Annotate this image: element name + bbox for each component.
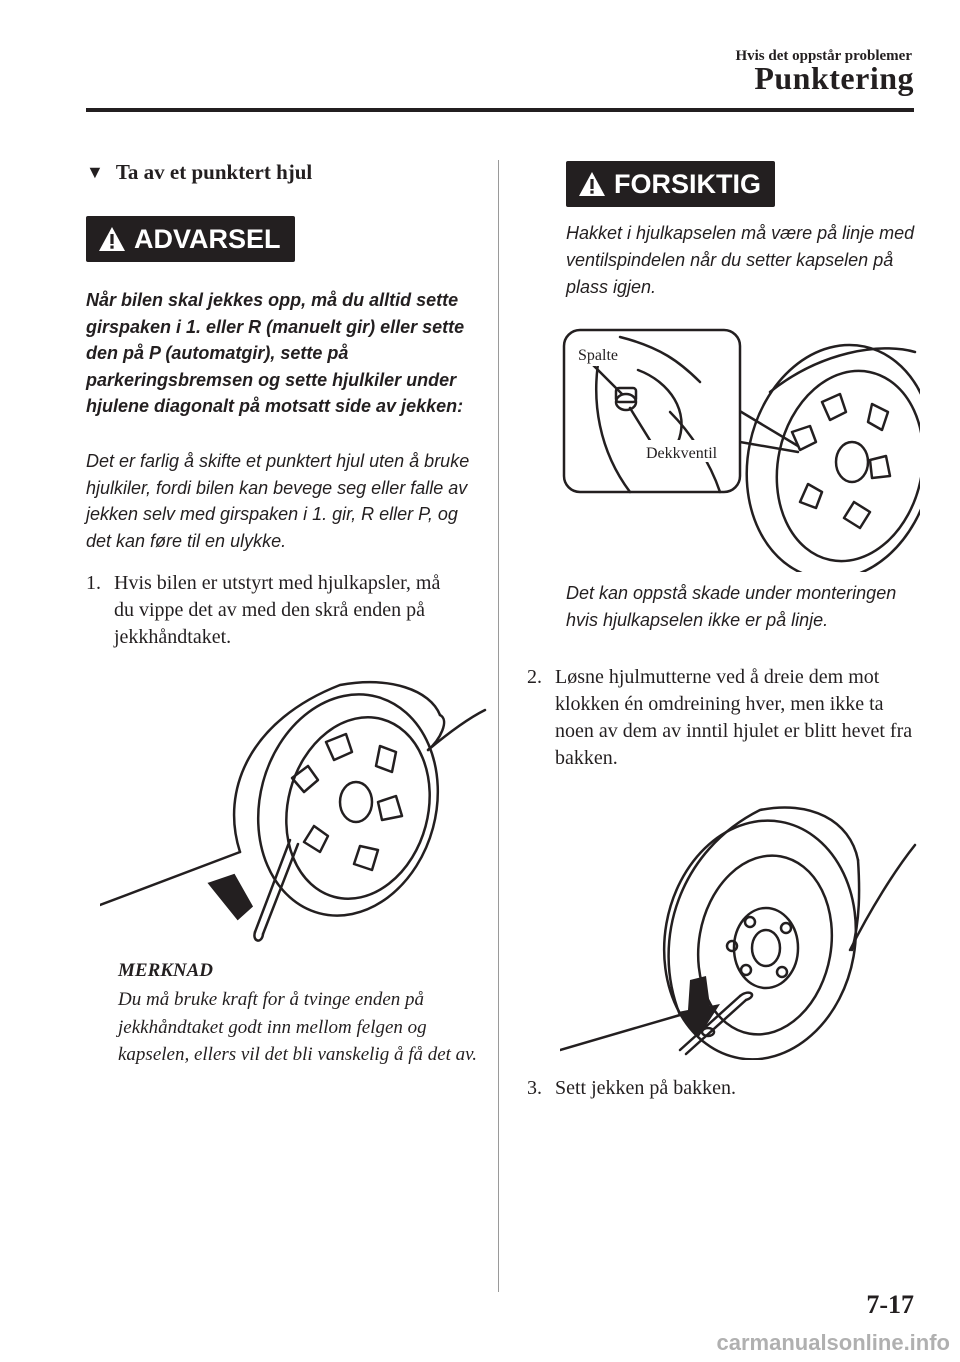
- column-divider: [498, 160, 499, 1292]
- warning-normal-text: Det er farlig å skifte et punktert hjul uten å bruke hjulkiler, fordi bilen kan bevege seg eller falle av jekken selv med girspaken i 1. gir, R eller P, og det kan føre til en ulykke.: [86, 451, 470, 551]
- step-number: 3.: [527, 1077, 542, 1099]
- step-text: Sett jekken på bakken.: [555, 1077, 737, 1099]
- caution-badge: [566, 161, 775, 207]
- figure-valve-alignment: [560, 322, 920, 572]
- caution-text: Hakket i hjulkapselen må være på linje med ventilspindelen når du setter kapselen på plass igjen.: [566, 223, 915, 297]
- figure-loosen-lug-nuts: [560, 800, 920, 1060]
- note-heading: MERKNAD: [118, 960, 214, 981]
- caution-caption: Det kan oppstå skade under monteringen hvis hjulkapselen ikke er på linje.: [566, 583, 897, 630]
- caution-triangle-icon: [578, 171, 606, 197]
- warning-bold-text: Når bilen skal jekkes opp, må du alltid sette girspaken i 1. eller R (manuelt gir) eller sette den på P (automatgir), sette på parkeringsbremsen og sette hjulkiler under hjulene diagonalt på motsatt side av jekken:: [86, 290, 465, 416]
- step-3: [527, 1075, 922, 1102]
- step-1: [86, 570, 466, 651]
- running-header-chapter: Punktering: [754, 60, 914, 96]
- label-slot: Spalte: [578, 347, 618, 364]
- step-number: 2.: [527, 666, 542, 688]
- section-title: [86, 160, 312, 185]
- step-text: Løsne hjulmutterne ved å dreie dem mot klokken én omdreining hver, men ikke ta noen av dem av inntil hjulet er blitt hevet fra bakken.: [555, 666, 913, 769]
- page-number: 7-17: [866, 1290, 914, 1319]
- warning-triangle-icon: [98, 226, 126, 252]
- note-text: Du må bruke kraft for å tvinge enden på jekkhåndtaket godt inn mellom felgen og kapselen, ellers vil det bli vanskelig å få det av.: [118, 989, 477, 1065]
- running-header-section: Hvis det oppstår problemer: [735, 48, 912, 64]
- step-text: Hvis bilen er utstyrt med hjulkapsler, må du vippe det av med den skrå enden på jekkhåndtaket.: [114, 572, 441, 648]
- caution-label: FORSIKTIG: [614, 168, 761, 199]
- section-title-text: Ta av et punktert hjul: [115, 160, 313, 184]
- header-rule: [86, 108, 914, 112]
- warning-label: ADVARSEL: [134, 223, 281, 254]
- step-number: 1.: [86, 572, 101, 594]
- figure-hubcap-removal: [100, 680, 490, 945]
- watermark: carmanualsonline.info: [716, 1330, 950, 1355]
- triangle-down-icon: ▼: [86, 162, 104, 182]
- warning-badge: [86, 216, 295, 262]
- step-2: [527, 664, 922, 772]
- label-valve: Dekkventil: [646, 445, 718, 462]
